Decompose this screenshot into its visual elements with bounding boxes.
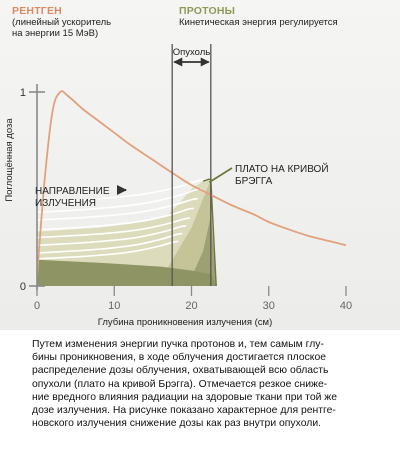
caption-line: дозе излучения. На рисунке показано характерное для рентге- <box>32 405 336 417</box>
caption-line: ние вредного влияния радиации на здоровые ткани при той же <box>32 391 338 403</box>
y-axis-label: Поглощённая доза <box>4 118 15 202</box>
x-tick-label: 20 <box>185 300 198 312</box>
xray-subtitle-1: (линейный ускоритель <box>12 17 112 28</box>
x-tick-label: 30 <box>262 300 275 312</box>
proton-subtitle: Кинетическая энергия регулируется <box>179 17 338 28</box>
xray-title: РЕНТГЕН <box>12 5 62 17</box>
x-tick-label: 10 <box>108 300 121 312</box>
x-axis-label: Глубина проникновения излучения (см) <box>97 317 273 328</box>
caption-line: новского излучения снижение дозы как раз внутри опухоли. <box>32 418 322 430</box>
plateau-label-1: ПЛАТО НА КРИВОЙ <box>235 164 329 175</box>
tumor-label: Опухоль <box>172 47 211 58</box>
plateau-pointer-icon <box>209 168 232 182</box>
y-tick-label: 1 <box>19 87 26 99</box>
direction-label-1: НАПРАВЛЕНИЕ <box>35 186 110 197</box>
caption-line: опухоли (плато на кривой Брэгга). Отмечается резкое сниже- <box>32 378 328 390</box>
xray-subtitle-2: на энергии 15 МэВ) <box>12 28 99 39</box>
caption <box>32 338 362 430</box>
x-tick-label: 0 <box>33 300 41 312</box>
plateau-label-2: БРЭГГА <box>235 176 273 187</box>
caption-line: распределение дозы облучения, охватывающей всю область <box>32 365 329 377</box>
caption-line: Путем изменения энергии пучка протонов и, тем самым глу- <box>32 339 324 350</box>
y-tick-label: 0 <box>19 281 26 293</box>
x-tick-label: 40 <box>339 300 353 312</box>
caption-line: бины проникновения, в ходе облучения достигается плоское <box>32 352 327 364</box>
proton-title: ПРОТОНЫ <box>179 5 236 17</box>
direction-label-2: ИЗЛУЧЕНИЯ <box>35 198 96 209</box>
